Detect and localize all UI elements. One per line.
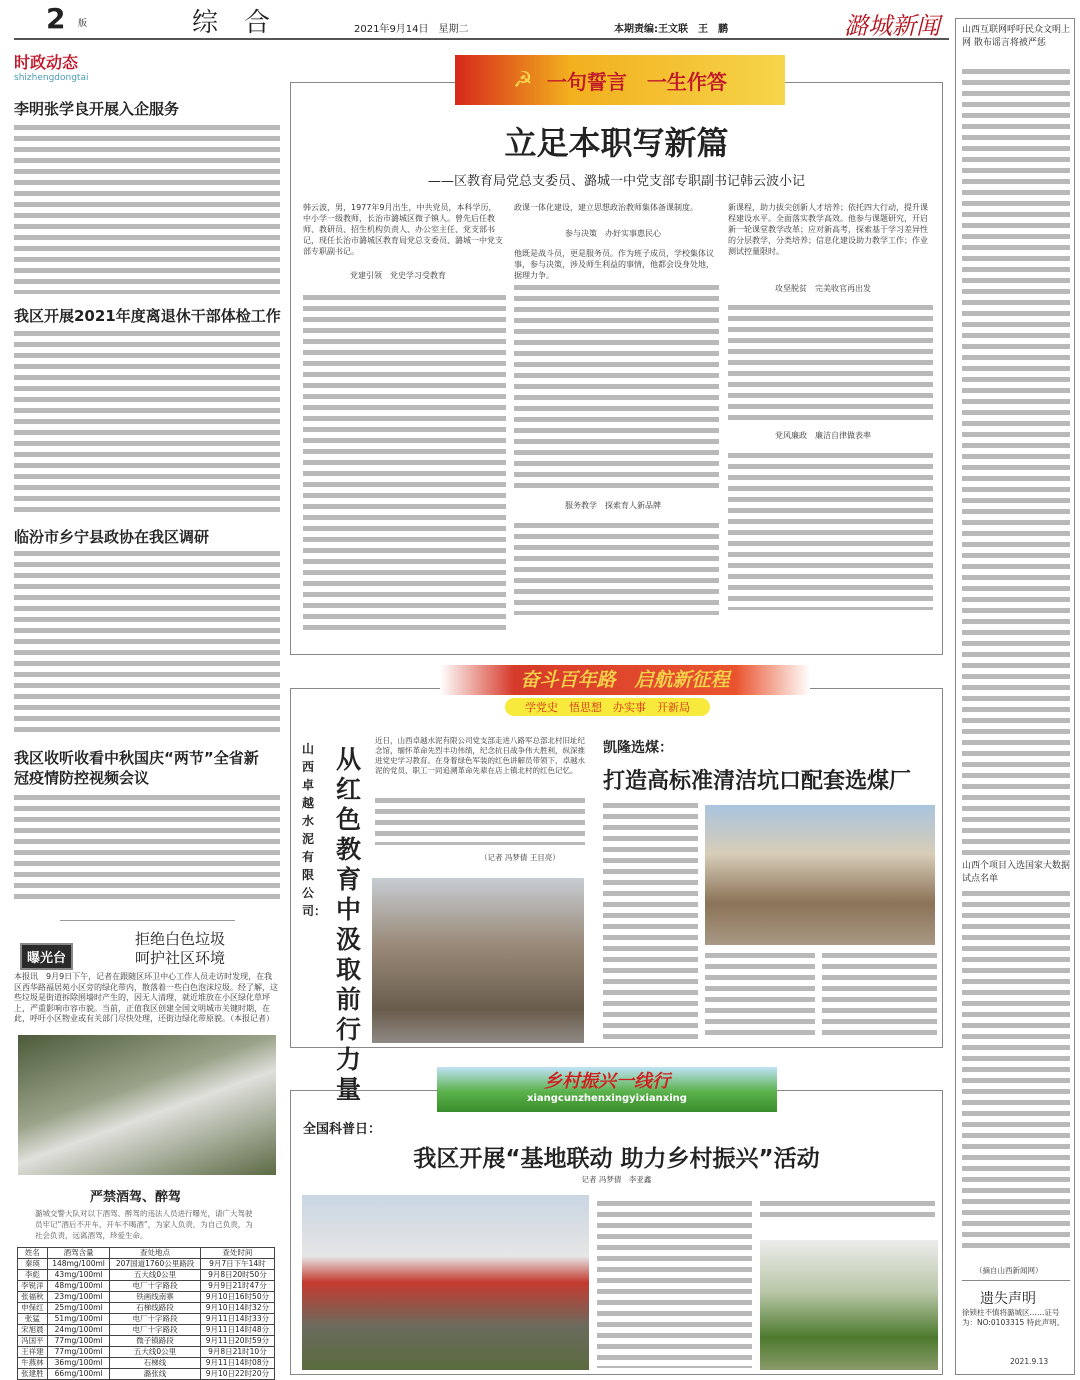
table-cell: 9月11日14时08分 <box>200 1358 274 1369</box>
table-cell: 9月10日16时50分 <box>200 1292 274 1303</box>
subhead: 参与决策 办好实事惠民心 <box>565 229 661 238</box>
table-cell: 宋旭晨 <box>18 1325 48 1336</box>
story1-para: 政课一体化建设，建立思想政治教师集体备课制度。 <box>514 203 698 212</box>
table-cell: 王祥建 <box>18 1347 48 1358</box>
table-cell: 秦瑛 <box>18 1259 48 1270</box>
table-cell: 9月11日14时48分 <box>200 1325 274 1336</box>
page-suffix: 版 <box>78 19 88 29</box>
story1-body <box>728 450 933 610</box>
exposure-body: 本报讯 9月9日下午，记者在跟随区环卫中心工作人员走访时发现，在我区西华路福居苑小区旁的绿化带内，散落着一些白色泡沫垃圾。经了解，这些垃圾是街道拆除围墙时产生的，因无人清理，就近堆放在小区绿化草坪上，严重影响市容市貌。当前，正值我区创建全国文明城市关键时期，在此，呼吁小区物业或有关部门尽快处理，还街边绿化带原貌。（本报记者） <box>14 972 278 1023</box>
story2-title: 从红色教育中汲取前行力量 <box>336 745 362 1104</box>
coal-plant-photo <box>705 805 935 945</box>
issue-date: 2021年9月14日 星期二 <box>354 24 469 35</box>
table-cell: 铁画线南寨 <box>110 1292 200 1303</box>
article-body <box>962 66 1070 856</box>
subhead: 服务教学 探索育人新品牌 <box>565 501 661 510</box>
article-title: 山西个项目入选国家大数据试点名单 <box>962 861 1071 884</box>
article-title: 临汾市乡宁县政协在我区调研 <box>14 528 210 546</box>
story4-kicker: 全国科普日： <box>303 1122 382 1137</box>
article-body <box>14 122 280 294</box>
table-row <box>18 1292 275 1303</box>
table-cell: 张猛 <box>18 1314 48 1325</box>
story1-para: 新课程，助力拔尖创新人才培养；依托四大行动，提升课程建设水平。全面落实教学高效。他参与课题研究，开启新一轮课堂教学改革；应对新高考，探索基于学习差异性的分层教学，分类培养；信息化建设助力教学工作；作业测试控量限时。 <box>728 203 928 256</box>
dui-title: 严禁酒驾、醉驾 <box>90 1190 182 1205</box>
event-photo <box>302 1195 589 1370</box>
column-pinyin: shizhengdongtai <box>14 73 89 83</box>
banner-pinyin: xiangcunzhenxingyixianxing <box>527 1093 687 1104</box>
article-title: 李明张学良开展入企服务 <box>14 100 180 118</box>
garbage-photo <box>18 1035 276 1175</box>
story4-title: 我区开展“基地联动 助力乡村振兴”活动 <box>413 1146 820 1172</box>
table-cell: 五大线0公里 <box>110 1270 200 1281</box>
table-cell: 9月8日21时10分 <box>200 1347 274 1358</box>
story2-byline: （记者 冯梦倩 王目亮） <box>480 853 560 862</box>
dui-intro: 潞城交警大队对以下酒驾、醉驾的违法人员进行曝光，请广大驾驶员牢记“酒后不开车，开车不喝酒”，为家人负责，为自己负责，为社会负责，远离酒驾，珍爱生命。 <box>35 1209 253 1240</box>
table-cell: 电厂十字路段 <box>110 1281 200 1292</box>
table-header: 查处地点 <box>110 1248 200 1259</box>
story1-lead: 韩云波，男，1977年9月出生，中共党员，本科学历，中小学一级教师，长治市潞城区微子镇人。曾先后任教师、教研员、招生机构负责人、办公室主任、党支部书记，现任长治市潞城区教育局党总支委员、潞城一中党支部专职副书记。 <box>303 203 503 256</box>
table-row <box>18 1270 275 1281</box>
story1-body <box>514 282 719 492</box>
article-body <box>14 548 280 733</box>
article-body <box>14 792 280 902</box>
table-cell: 9月10日14时32分 <box>200 1303 274 1314</box>
story1-body <box>514 520 719 615</box>
dui-table <box>17 1247 275 1380</box>
masthead <box>14 0 949 40</box>
table-cell: 牛燕林 <box>18 1358 48 1369</box>
table-cell: 电厂十字路段 <box>110 1325 200 1336</box>
story2-company: 山西卓越水泥有限公司： <box>302 742 327 918</box>
story1-title: 立足本职写新篇 <box>504 124 729 162</box>
banner-subtitle: 学党史 悟思想 办实事 开新局 <box>505 698 710 716</box>
table-row <box>18 1347 275 1358</box>
subhead: 攻坚脱贫 完美收官再出发 <box>775 284 871 293</box>
table-cell: 66mg/100ml <box>47 1369 110 1380</box>
party-emblem-icon: ☭ <box>513 67 533 93</box>
banner-text: 奋斗百年路 启航新征程 <box>520 669 730 691</box>
editor: 本期责编:王文联 王 鹏 <box>614 24 728 35</box>
table-cell: 张福秋 <box>18 1292 48 1303</box>
story3-body <box>705 950 815 1040</box>
table-row <box>18 1281 275 1292</box>
story4-body <box>760 1198 935 1223</box>
story4-body <box>597 1198 752 1368</box>
article-body <box>14 328 280 513</box>
table-row <box>18 1259 275 1270</box>
table-cell: 微子镇路段 <box>110 1336 200 1347</box>
table-cell: 李彪 <box>18 1270 48 1281</box>
table-header: 姓名 <box>18 1248 48 1259</box>
table-cell: 9月9日21时47分 <box>200 1281 274 1292</box>
table-cell: 43mg/100ml <box>47 1270 110 1281</box>
table-row <box>18 1358 275 1369</box>
story2-body <box>375 795 585 845</box>
table-row <box>18 1369 275 1380</box>
table-cell: 张建胜 <box>18 1369 48 1380</box>
table-cell: 申保红 <box>18 1303 48 1314</box>
banner-rural <box>437 1067 777 1112</box>
story1-subtitle: ——区教育局党总支委员、潞城一中党支部专职副书记韩云波小记 <box>427 174 805 189</box>
agriculture-photo <box>760 1240 938 1370</box>
table-cell: 148mg/100ml <box>47 1259 110 1270</box>
article-title: 山西互联网呼吁民众文明上网 散布谣言将被严惩 <box>962 25 1071 48</box>
table-cell: 电厂十字路段 <box>110 1314 200 1325</box>
banner-oath <box>455 55 785 105</box>
table-row <box>18 1336 275 1347</box>
table-cell: 24mg/100ml <box>47 1325 110 1336</box>
table-cell: 五大线0公里 <box>110 1347 200 1358</box>
table-cell: 石梯线路段 <box>110 1303 200 1314</box>
exposure-title-line: 呵护社区环境 <box>135 949 226 967</box>
story3-kicker: 凯隆选煤： <box>603 740 673 756</box>
table-cell: 9月11日14时33分 <box>200 1314 274 1325</box>
table-cell: 51mg/100ml <box>47 1314 110 1325</box>
table-header: 查处时间 <box>200 1248 274 1259</box>
table-cell: 9月8日20时50分 <box>200 1270 274 1281</box>
divider <box>60 920 235 921</box>
table-row <box>18 1303 275 1314</box>
table-row <box>18 1325 275 1336</box>
table-cell: 9月10日22时20分 <box>200 1369 274 1380</box>
article-title: 我区收听收看中秋国庆“两节”全省新冠疫情防控视频会议 <box>14 749 259 787</box>
page-number: 2 <box>46 2 66 35</box>
banner-centenary <box>440 665 810 695</box>
table-cell: 207国道1760公里路段 <box>110 1259 200 1270</box>
table-cell: 77mg/100ml <box>47 1336 110 1347</box>
article-body <box>962 888 1070 1253</box>
table-header: 酒驾含量 <box>47 1248 110 1259</box>
exposure-title-line: 拒绝白色垃圾 <box>135 930 226 948</box>
story3-body <box>822 950 937 1040</box>
table-row <box>18 1314 275 1325</box>
subhead: 党建引领 党史学习受教育 <box>350 271 446 280</box>
story1-body <box>728 302 933 422</box>
left-column <box>14 50 280 83</box>
story1-para: 他既是战斗员，更是服务员。作为班子成员，学校集体议事，参与决策，涉及师生利益的事情，他都会设身处地，据理力争。 <box>514 249 714 280</box>
museum-photo <box>372 878 584 1043</box>
story4-byline: 记者 冯梦倩 李亚鑫 <box>581 1175 652 1184</box>
notice-body: 徐锁柱不慎将潞城区……证号为：NO:0103315 特此声明。 <box>962 1308 1065 1327</box>
story2-lead: 近日，山西卓越水泥有限公司党支部走进八路军总部北村旧址纪念馆，缅怀革命先烈丰功伟绩，纪念抗日战争伟大胜利，纵深推进党史学习教育。在身着绿色军装的红色讲解员带领下，卓越水泥的党员、职工一同追溯革命先辈在店上镇北村的红色记忆。 <box>375 736 585 775</box>
table-cell: 李锐洋 <box>18 1281 48 1292</box>
paper-logo: 潞城新闻 <box>844 12 940 40</box>
table-cell: 25mg/100ml <box>47 1303 110 1314</box>
subhead: 党风廉政 廉洁自律做表率 <box>775 431 871 440</box>
table-cell: 9月7日下午14时 <box>200 1259 274 1270</box>
divider <box>962 1280 1070 1281</box>
article-title: 我区开展2021年度离退休干部体检工作 <box>14 307 281 325</box>
section-name: 综 合 <box>192 8 271 38</box>
table-cell: 潞张线 <box>110 1369 200 1380</box>
table-cell: 23mg/100ml <box>47 1292 110 1303</box>
story1-body <box>303 292 506 632</box>
table-cell: 冯国平 <box>18 1336 48 1347</box>
story3-title: 打造高标准清洁坑口配套选煤厂 <box>603 769 912 794</box>
table-cell: 36mg/100ml <box>47 1358 110 1369</box>
banner-text: 乡村振兴一线行 <box>544 1071 670 1092</box>
notice-date: 2021.9.13 <box>1010 1357 1049 1366</box>
table-cell: 48mg/100ml <box>47 1281 110 1292</box>
notice-title: 遗失声明 <box>980 1291 1036 1307</box>
table-cell: 石梯线 <box>110 1358 200 1369</box>
story3-body <box>603 800 698 1040</box>
banner-text: 一句誓言 一生作答 <box>546 69 727 94</box>
exposure-badge: 曝光台 <box>20 943 73 970</box>
exposure-title <box>135 930 225 968</box>
column-title: 时政动态 <box>14 53 79 72</box>
source-note: （摘自山西新闻网） <box>975 1266 1043 1275</box>
table-cell: 77mg/100ml <box>47 1347 110 1358</box>
table-cell: 9月11日20时59分 <box>200 1336 274 1347</box>
